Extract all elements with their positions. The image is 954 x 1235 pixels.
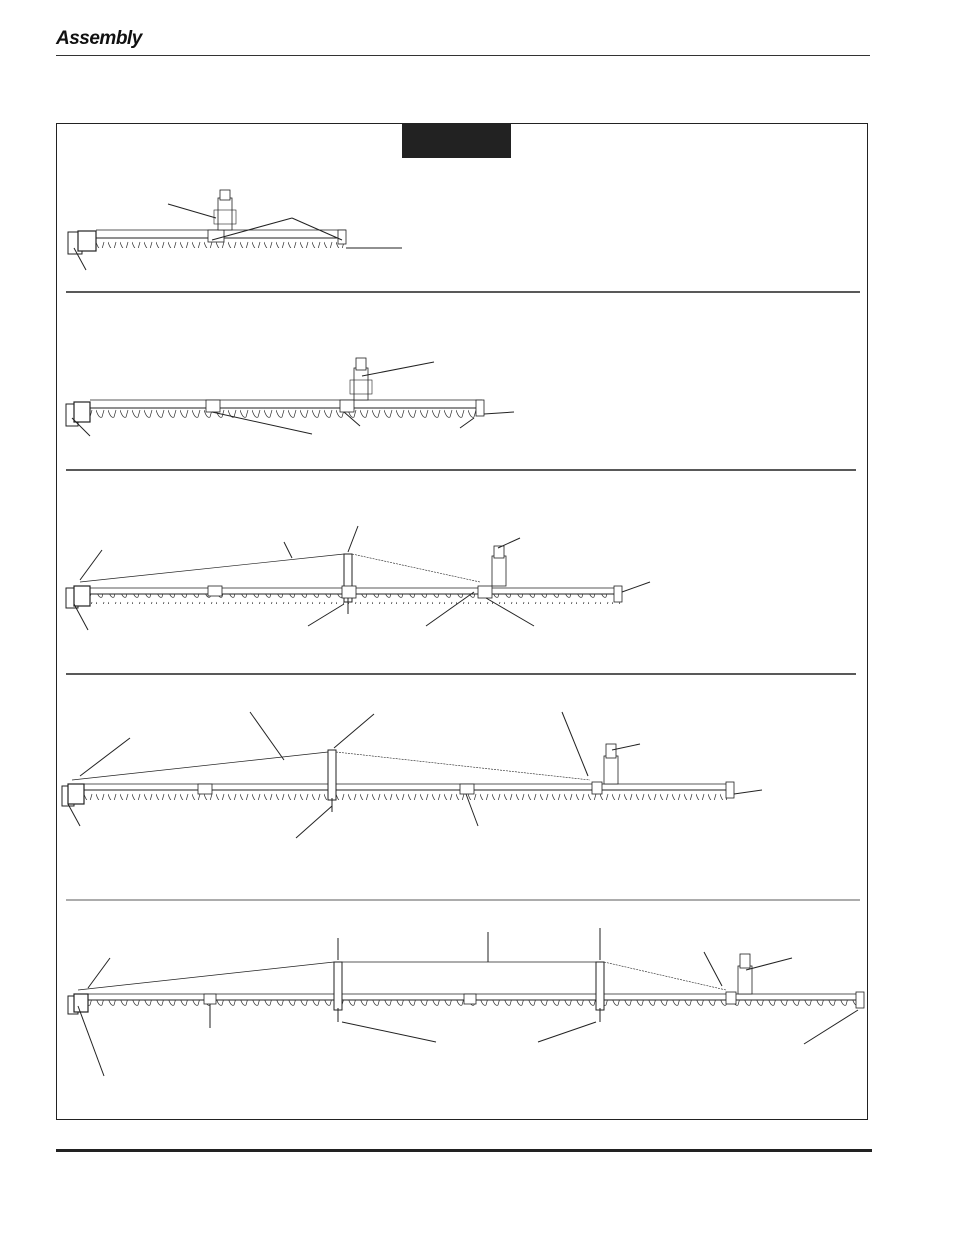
footer-rule	[56, 1149, 872, 1152]
panel-5-auger	[68, 928, 864, 1076]
panel-1-auger	[68, 190, 402, 270]
section-title: Assembly	[56, 28, 142, 49]
panel-2-auger	[66, 358, 514, 436]
panel-4-auger	[62, 712, 762, 838]
panel-3-auger	[66, 526, 650, 630]
